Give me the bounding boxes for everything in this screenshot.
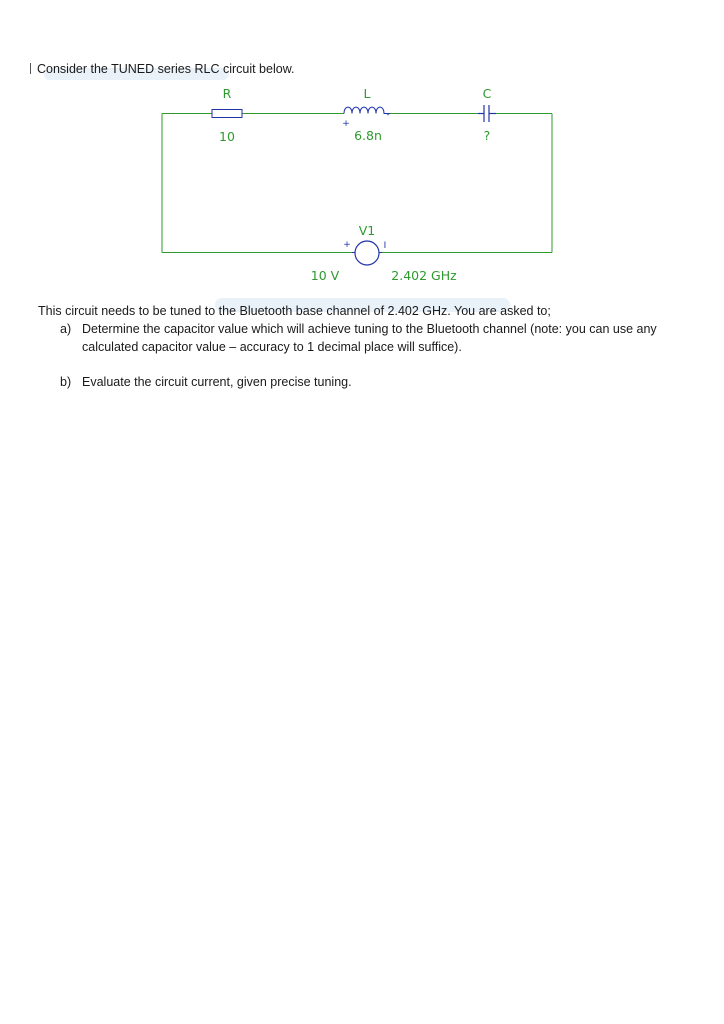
question-a-text: Determine the capacitor value which will achieve tuning to the Bluetooth channel (note: you can use any calculated capacitor value – accuracy to 1 decimal place will suffice).	[82, 322, 657, 354]
capacitor-name: C	[482, 86, 492, 101]
rlc-circuit-diagram	[0, 0, 724, 300]
source-frequency: 2.402 GHz	[391, 268, 457, 283]
inductor-minus-sign: -	[386, 110, 390, 120]
inductor-name: L	[363, 86, 371, 101]
resistor-name: R	[222, 86, 232, 101]
resistor-value: 10	[219, 129, 235, 144]
source-plus-sign: +	[343, 240, 351, 250]
question-b-letter: b)	[60, 375, 72, 389]
source-name: V1	[358, 223, 376, 238]
intro-text: Consider the TUNED series RLC circuit below.	[37, 62, 295, 76]
capacitor-value: ?	[483, 128, 491, 143]
inductor-symbol	[344, 107, 390, 113]
inductor-plus-sign: +	[342, 119, 350, 129]
problem-paragraph: This circuit needs to be tuned to the Bluetooth base channel of 2.402 GHz. You are asked to;	[38, 304, 551, 318]
inductor-value: 6.8n	[354, 128, 382, 143]
capacitor-symbol	[478, 105, 496, 122]
question-b-text: Evaluate the circuit current, given precise tuning.	[82, 375, 352, 389]
resistor-symbol	[212, 110, 242, 118]
source-minus-sign: I	[383, 241, 387, 251]
voltage-source-symbol	[352, 241, 382, 265]
question-a-letter: a)	[60, 322, 72, 336]
source-amplitude: 10 V	[310, 268, 340, 283]
